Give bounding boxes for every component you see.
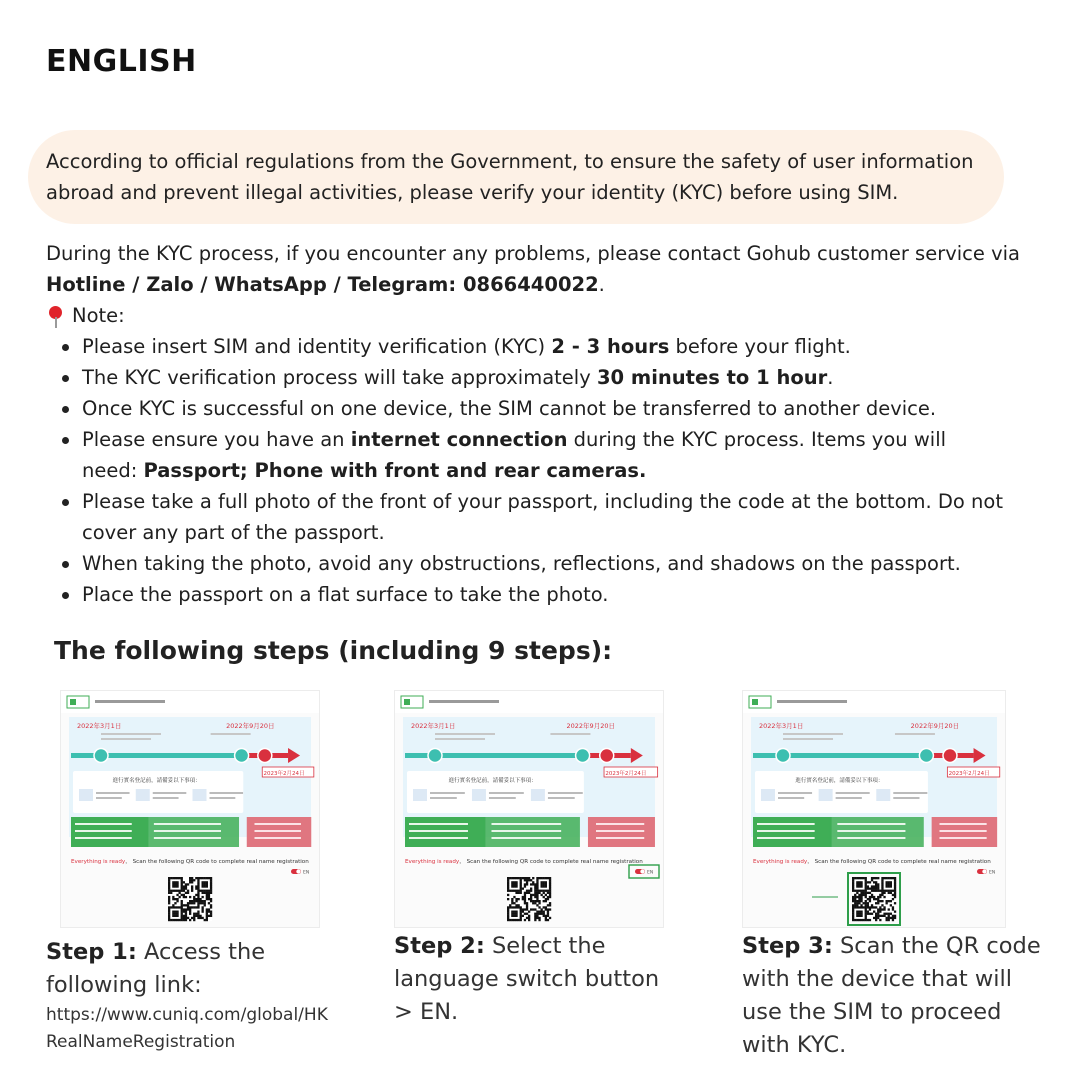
notes-list — [46, 331, 1006, 610]
note-item: Please ensure you have an internet connection during the KYC process. Items you will need: Passport; Phone with front and rear cameras. — [46, 424, 1006, 486]
svg-text:2022年9月20日: 2022年9月20日 — [226, 722, 275, 730]
note-item: Please insert SIM and identity verification (KYC) 2 - 3 hours before your flight. — [46, 331, 1006, 362]
contact-suffix: . — [598, 273, 605, 296]
note-label: Note: — [72, 304, 125, 327]
note-item: Place the passport on a flat surface to take the photo. — [46, 579, 1006, 610]
contact-paragraph — [46, 238, 1026, 300]
svg-text:2023年2月24日: 2023年2月24日 — [605, 771, 647, 777]
svg-text:2023年2月24日: 2023年2月24日 — [948, 771, 990, 777]
kyc-intro-text: According to official regulations from the Government, to ensure the safety of user information abroad and prevent illegal activities, please verify your identity (KYC) before using SIM. — [46, 150, 974, 204]
svg-text:2022年9月20日: 2022年9月20日 — [910, 722, 960, 730]
page-heading: ENGLISH — [46, 44, 197, 79]
round-pushpin-icon — [46, 302, 66, 330]
svg-text:EN: EN — [647, 870, 654, 876]
svg-text:Everything is ready， Scan the: Everything is ready， Scan the following QR code to complete real name registration — [753, 859, 991, 865]
kyc-intro-callout — [28, 130, 1004, 224]
contact-prefix: During the KYC process, if you encounter any problems, please contact Gohub customer service via — [46, 242, 1020, 265]
svg-text:進行實名登記前，請備妥以下事項：: 進行實名登記前，請備妥以下事項： — [795, 778, 884, 784]
note-item: Once KYC is successful on one device, the SIM cannot be transferred to another device. — [46, 393, 1006, 424]
svg-text:EN: EN — [303, 870, 310, 876]
step-2-screenshot — [394, 690, 664, 928]
registration-link[interactable]: https://www.cuniq.com/global/HKRealNameRegistration — [46, 1005, 328, 1052]
svg-text:進行實名登記前，請備妥以下事項：: 進行實名登記前，請備妥以下事項： — [448, 778, 537, 784]
note-heading — [46, 300, 125, 331]
note-item: When taking the photo, avoid any obstructions, reflections, and shadows on the passport. — [46, 548, 1006, 579]
svg-text:進行實名登記前，請備妥以下事項：: 進行實名登記前，請備妥以下事項： — [112, 778, 201, 784]
step-3-screenshot — [742, 690, 1006, 928]
svg-text:Everything is ready， Scan the: Everything is ready， Scan the following QR code to complete real name registration — [405, 859, 643, 865]
step-2-text: Step 2: Select the language switch button > EN. — [394, 933, 660, 1025]
svg-text:EN: EN — [989, 870, 996, 876]
svg-text:2022年3月1日: 2022年3月1日 — [759, 722, 804, 730]
registration-page-preview — [395, 691, 663, 927]
registration-page-preview — [743, 691, 1005, 927]
svg-text:2023年2月24日: 2023年2月24日 — [263, 771, 305, 777]
contact-channels: Hotline / Zalo / WhatsApp / Telegram: 0866440022 — [46, 273, 599, 296]
registration-page-preview — [61, 691, 319, 927]
note-item: Please take a full photo of the front of your passport, including the code at the bottom. Do not cover any part of the passport. — [46, 486, 1006, 548]
svg-text:2022年3月1日: 2022年3月1日 — [411, 722, 456, 730]
step-1-screenshot — [60, 690, 320, 928]
svg-text:2022年3月1日: 2022年3月1日 — [77, 722, 122, 730]
svg-text:2022年9月20日: 2022年9月20日 — [566, 722, 615, 730]
step-1-text: Step 1: Access the following link: https://www.cuniq.com/global/HKRealNameRegistration — [46, 936, 336, 1056]
svg-text:Everything is ready， Scan the: Everything is ready， Scan the following QR code to complete real name registration — [71, 859, 309, 865]
step-3-text: Step 3: Scan the QR code with the device that will use the SIM to proceed with KYC. — [742, 933, 1041, 1058]
note-item: The KYC verification process will take approximately 30 minutes to 1 hour. — [46, 362, 1006, 393]
steps-title: The following steps (including 9 steps): — [54, 636, 613, 665]
